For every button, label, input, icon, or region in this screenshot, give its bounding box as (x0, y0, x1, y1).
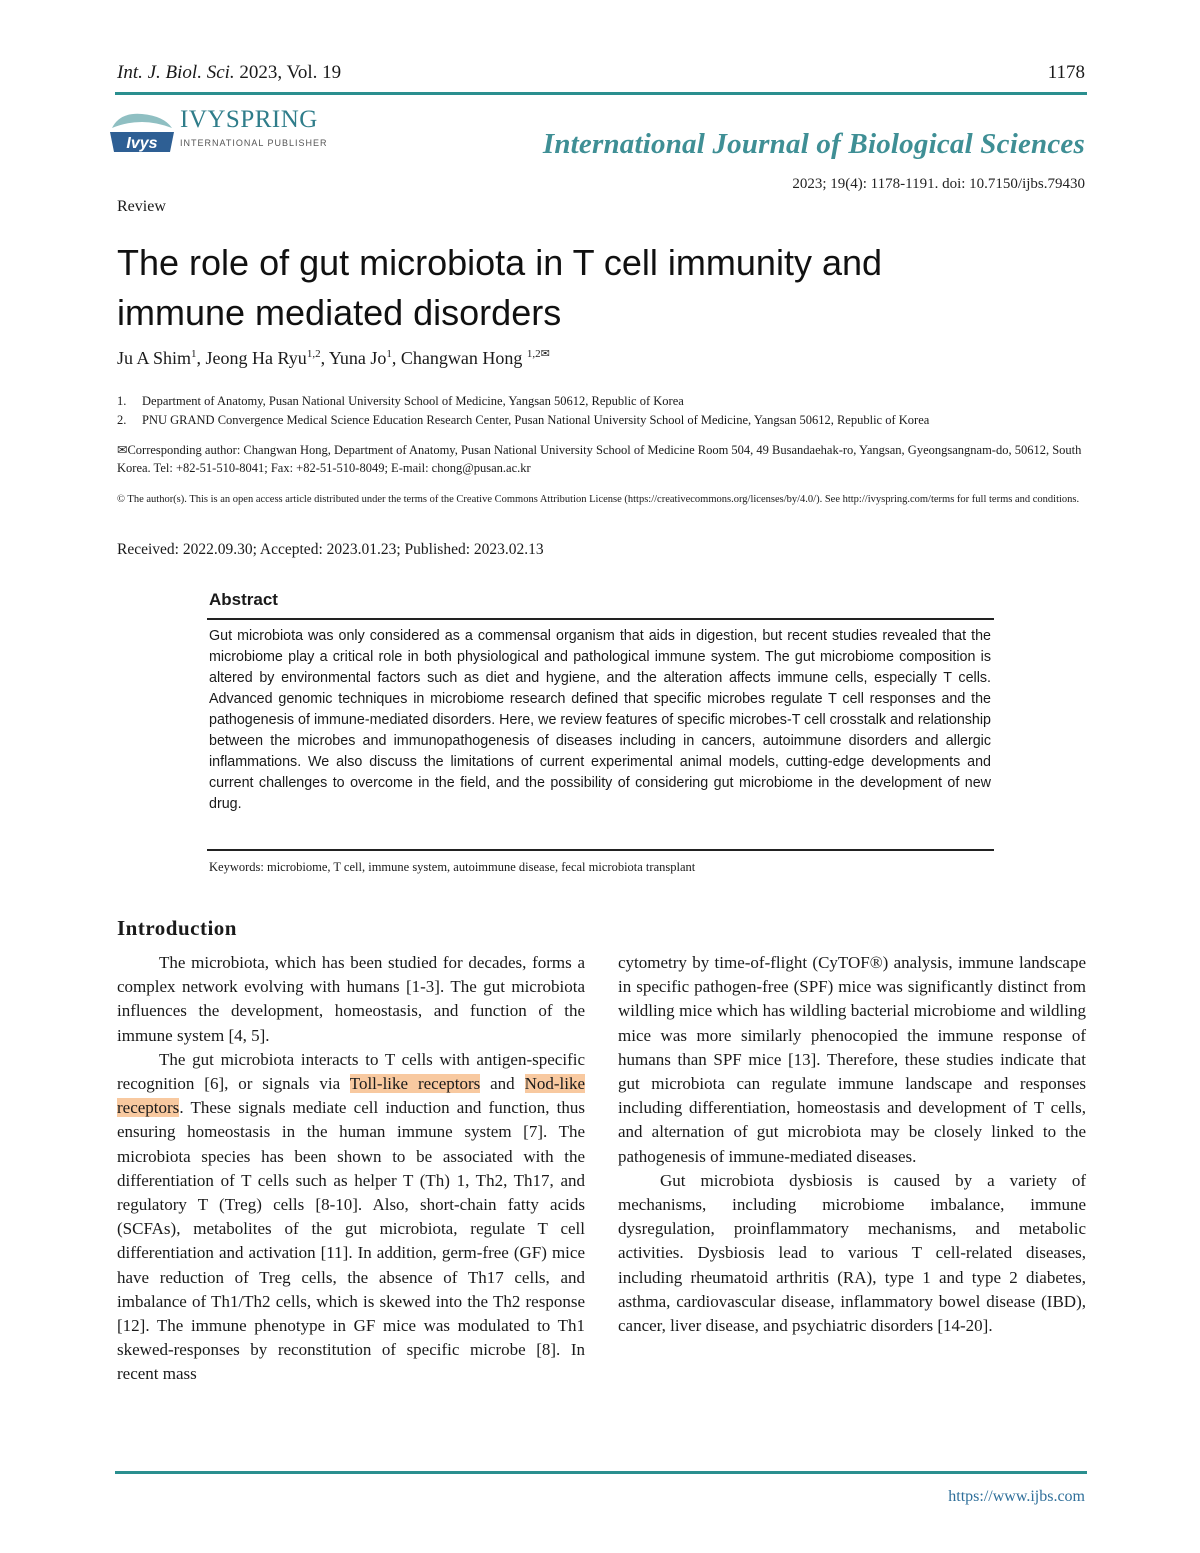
affiliation-number: 2. (117, 413, 127, 427)
author: Ju A Shim (117, 348, 192, 368)
publication-dates: Received: 2022.09.30; Accepted: 2023.01.23; Published: 2023.02.13 (117, 541, 544, 558)
publisher-name: IVYSPRING (180, 106, 318, 133)
body-column-right (618, 951, 1086, 1338)
affiliations (117, 392, 1092, 430)
keywords: Keywords: microbiome, T cell, immune system, autoimmune disease, fecal microbiota transplant (209, 860, 696, 874)
license-statement: © The author(s). This is an open access article distributed under the terms of the Creative Commons Attribution License (https://creativecommons.org/licenses/by/4.0/). See http://ivyspring.com/terms for full terms and conditions. (117, 494, 1080, 505)
body-column-left (117, 951, 585, 1387)
paragraph-text: and (480, 1074, 525, 1094)
header-rule (115, 92, 1087, 95)
paragraph (117, 1048, 585, 1387)
title-line-1: The role of gut microbiota in T cell immunity and (117, 242, 883, 283)
logo-badge-text: Ivys (126, 135, 158, 152)
abstract-rule-top (207, 618, 994, 620)
publisher-subtitle: INTERNATIONAL PUBLISHER (180, 138, 328, 148)
affiliation-text: PNU GRAND Convergence Medical Science Education Research Center, Pusan National University School of Medicine, Yangsan 50612, Republic of Korea (142, 413, 930, 427)
corresponding-author: ✉Corresponding author: Changwan Hong, Department of Anatomy, Pusan National University School of Medicine Room 504, 49 Busandaehak-ro, Yangsan, Gyeongsangnam-do, 50612, South Korea. Tel: +82-51-510-8041; Fax: +82-51-510-8049; E-mail: chong@pusan.ac.kr (117, 443, 1082, 475)
affiliation-item (117, 411, 1092, 430)
author: Jeong Ha Ryu (205, 348, 307, 368)
paragraph: cytometry by time-of-flight (CyTOF®) analysis, immune landscape in specific pathogen-free (SPF) mice was significantly distinct from wildling mice which has wildling bacterial microbiome and wildling mice was more similarly phenocopied the immune response of humans than SPF mice [13]. Therefore, these studies indicate that gut microbiota can regulate immune landscape and responses including differentiation, homeostasis and development of T cells, and alternation of gut microbiota may be closely linked to the pathogenesis of immune-mediated diseases. (618, 953, 1086, 1166)
author: Changwan Hong (400, 348, 527, 368)
paragraph: Gut microbiota dysbiosis is caused by a variety of mechanisms, including microbiome imbalance, immune dysregulation, proinflammatory mechanisms, and metabolic activities. Dysbiosis lead to various T cell-related diseases, including rheumatoid arthritis (RA), type 1 and type 2 diabetes, asthma, cardiovascular disease, inflammatory bowel disease (IBD), cancer, liver disease, and psychiatric disorders [14-20]. (618, 1170, 1086, 1336)
author-affiliation: 1,2✉ (526, 348, 550, 360)
year-volume: 2023, Vol. 19 (239, 62, 342, 83)
paragraph-text: The gut microbiota interacts to T cells with antigen-specific recognition [6], or signals via (117, 1049, 585, 1094)
affiliation-item (117, 392, 1092, 411)
author-affiliation: 1,2 (306, 348, 321, 360)
journal-url-link[interactable]: https://www.ijbs.com (948, 1488, 1085, 1505)
author-affiliation: 1 (191, 348, 197, 360)
paragraph: The microbiota, which has been studied for decades, forms a complex network evolving with humans [1-3]. The gut microbiota influences the development, homeostasis, and function of the immune system [4, 5]. (117, 953, 585, 1045)
highlighted-text: Nod-like receptors (117, 1074, 586, 1118)
author-list: Ju A Shim$^1$, Jeong Ha Ryu$^{1,2}$, Yuna Jo$^1$, Changwan Hong $^{1,2✉}$ (117, 348, 550, 368)
affiliation-number: 1. (117, 394, 127, 408)
affiliation-text: Department of Anatomy, Pusan National University School of Medicine, Yangsan 50612, Republic of Korea (142, 394, 684, 408)
paragraph-text: . These signals mediate cell induction and function, thus ensuring homeostasis in the human immune system [7]. The microbiota species has been shown to be associated with the differentiation of T cells such as helper T (Th) 1, Th2, Th17, and regulatory T (Treg) cells [8-10]. Also, short-chain fatty acids (SCFAs), metabolites of the gut microbiota, regulate T cell differentiation and activation [11]. In addition, germ-free (GF) mice have reduction of Treg cells, the absence of Th17 cells, and imbalance of Th1/Th2 cells, which is skewed into the Th2 response [12]. The immune phenotype in GF mice was modulated to Th1 skewed-responses by reconstitution of specific microbe [8]. In recent mass (117, 1098, 585, 1384)
article-title (117, 238, 1067, 338)
journal-title: International Journal of Biological Sciences (542, 128, 1085, 160)
section-heading-introduction: Introduction (117, 916, 237, 940)
author: Yuna Jo (328, 348, 387, 368)
highlighted-text: Toll-like receptors (349, 1074, 481, 1094)
page-number: 1178 (1047, 62, 1085, 83)
footer-rule (115, 1471, 1087, 1474)
journal-abbrev: Int. J. Biol. Sci. (117, 62, 235, 83)
author-affiliation: 1 (386, 348, 392, 360)
abstract-text: Gut microbiota was only considered as a commensal organism that aids in digestion, but recent studies revealed that the microbiome play a critical role in both physiological and pathological immune system. The gut microbiome composition is altered by environmental factors such as diet and hygiene, and the alteration affects immune cells, especially T cells. Advanced genomic techniques in microbiome research defined that specific microbes regulate T cell responses and the pathogenesis of immune-mediated disorders. Here, we review features of specific microbes-T cell crosstalk and relationship between the microbes and immunopathogenesis of diseases including in cancers, autoimmune disorders and allergic inflammations. We also discuss the limitations of current experimental animal models, cutting-edge developments and current challenges to overcome in the field, and the possibility of considering gut microbiome in the development of new drug. (209, 628, 991, 812)
abstract-heading: Abstract (209, 590, 278, 609)
title-line-2: immune mediated disorders (117, 292, 562, 333)
abstract-rule-bottom (207, 849, 994, 851)
running-head (117, 62, 341, 84)
citation: 2023; 19(4): 1178-1191. doi: 10.7150/ijbs.79430 (792, 176, 1085, 192)
article-type: Review (117, 198, 166, 215)
